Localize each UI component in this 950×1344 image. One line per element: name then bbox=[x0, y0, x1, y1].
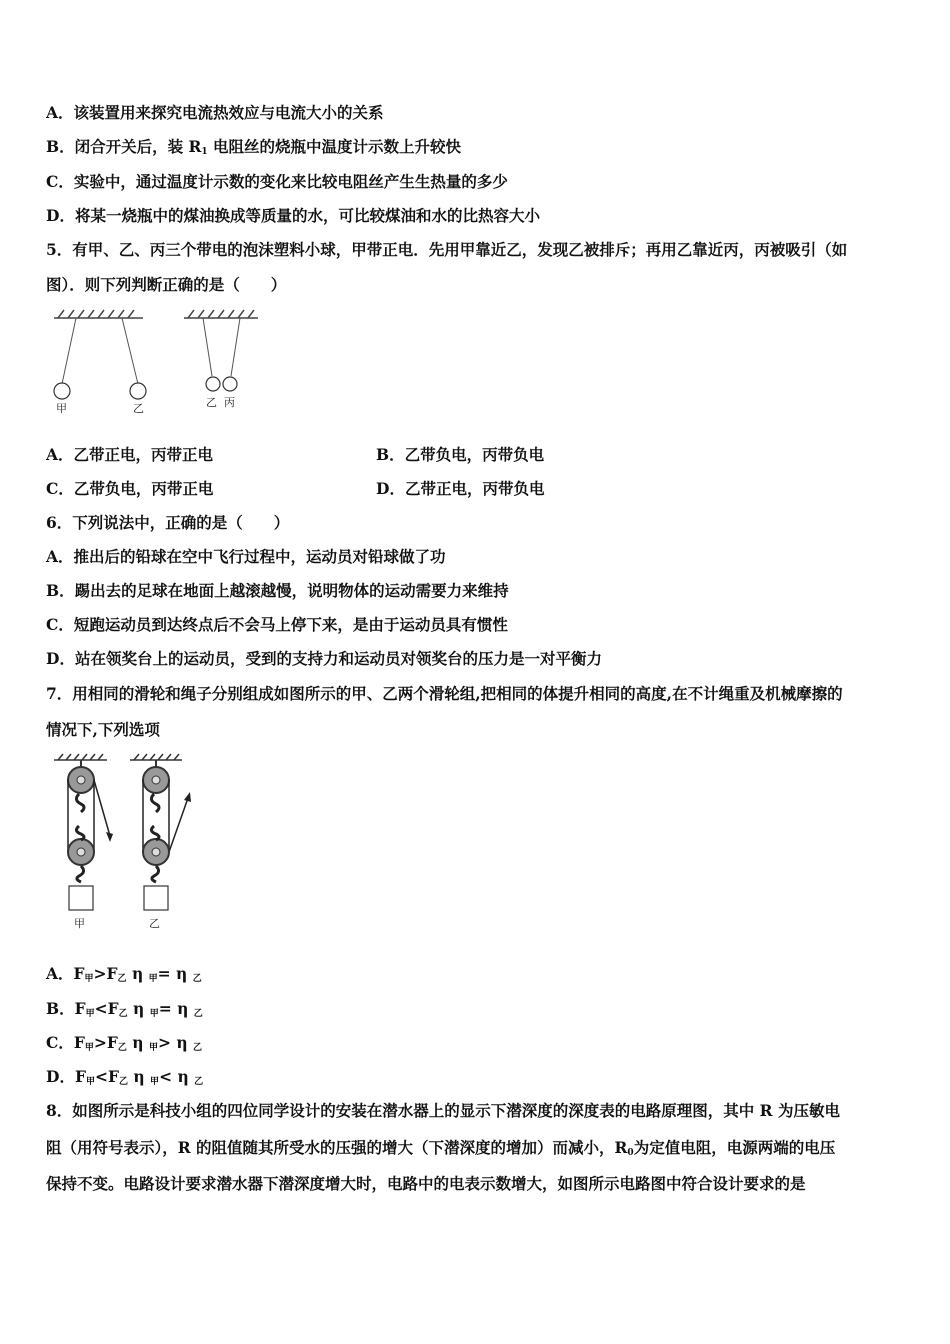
q7-a-sub2: 乙 bbox=[117, 974, 127, 984]
q7-b-mid1: <F bbox=[94, 999, 119, 1018]
q4-option-d: D．将某一烧瓶中的煤油换成等质量的水，可比较煤油和水的比热容大小 bbox=[46, 206, 540, 225]
q7-d-sub2: 乙 bbox=[118, 1077, 128, 1087]
weight-yi bbox=[144, 886, 168, 910]
q6-option-a: A．推出后的铅球在空中飞行过程中，运动员对铅球做了功 bbox=[46, 547, 446, 566]
q7-figure-pulley-systems bbox=[52, 752, 202, 932]
q8-stem-line3: 保持不变。电路设计要求潜水器下潜深度增大时，电路中的电表示数增大，如图所示电路图中符合设计要求的是 bbox=[46, 1174, 806, 1193]
q7-c-sub2: 乙 bbox=[117, 1043, 127, 1053]
label-jia: 甲 bbox=[74, 917, 85, 930]
q4-option-c: C．实验中，通过温度计示数的变化来比较电阻丝产生生热量的多少 bbox=[46, 172, 508, 191]
label-bing: 丙 bbox=[224, 396, 235, 409]
q7-a-sub1: 甲 bbox=[84, 974, 94, 984]
q7-b-mid2: η bbox=[127, 999, 150, 1018]
q5-option-d: D．乙带正电，丙带负电 bbox=[376, 479, 545, 498]
q7-c-sub3: 甲 bbox=[148, 1043, 158, 1053]
label-yi-right: 乙 bbox=[206, 396, 217, 409]
q5-stem-line2: 图）．则下列判断正确的是（ ） bbox=[46, 275, 287, 294]
pulley-system-yi bbox=[130, 754, 191, 930]
q4-option-b-post: 电阻丝的烧瓶中温度计示数上升较快 bbox=[207, 137, 462, 156]
q8-stem-line1: 8．如图所示是科技小组的四位同学设计的安装在潜水器上的显示下潜深度的深度表的电路原理图，其中 R 为压敏电 bbox=[46, 1101, 840, 1120]
q7-d-mid3: < η bbox=[159, 1067, 195, 1086]
q5-option-a: A．乙带正电，丙带正电 bbox=[46, 445, 214, 464]
q8-stem-line2-pre: 阻（用符号表示），R 的阻值随其所受水的压强的增大（下潜深度的增加）而减小，R bbox=[46, 1138, 628, 1157]
q7-a-pre: A．F bbox=[46, 964, 85, 983]
q7-stem-line2: 情况下,下列选项 bbox=[46, 720, 160, 739]
q7-option-a bbox=[46, 962, 202, 984]
pulley-system-jia bbox=[54, 754, 113, 930]
q5-stem-line1: 5．有甲、乙、丙三个带电的泡沫塑料小球，甲带正电．先用甲靠近乙，发现乙被排斥；再用乙靠近丙，丙被吸引（如 bbox=[46, 240, 848, 259]
q7-b-pre: B．F bbox=[46, 999, 86, 1018]
weight-jia bbox=[69, 886, 93, 910]
q6-stem: 6．下列说法中，正确的是（ ） bbox=[46, 513, 290, 532]
ceiling-left bbox=[54, 310, 143, 318]
string-jia bbox=[62, 318, 76, 384]
q7-stem-line1: 7．用相同的滑轮和绳子分别组成如图所示的甲、乙两个滑轮组,把相同的体提升相同的高度,在不计绳重及机械摩擦的 bbox=[46, 684, 843, 703]
ball-yi-left bbox=[130, 383, 146, 399]
q5-figure-charged-balls bbox=[48, 306, 263, 418]
label-yi-left: 乙 bbox=[133, 402, 144, 415]
q7-b-sub2: 乙 bbox=[118, 1009, 128, 1019]
q7-c-sub1: 甲 bbox=[84, 1043, 94, 1053]
q6-option-b: B．踢出去的足球在地面上越滚越慢，说明物体的运动需要力来维持 bbox=[46, 581, 509, 600]
q7-d-mid1: <F bbox=[94, 1067, 119, 1086]
q7-a-sub4: 乙 bbox=[192, 974, 202, 984]
q7-c-mid2: η bbox=[126, 1033, 149, 1052]
q7-d-sub1: 甲 bbox=[85, 1077, 95, 1087]
q7-d-mid2: η bbox=[127, 1067, 151, 1086]
q7-d-pre: D．F bbox=[46, 1067, 86, 1086]
q7-b-mid3: = η bbox=[158, 999, 194, 1018]
q4-option-b bbox=[46, 135, 461, 157]
q7-option-d bbox=[46, 1065, 203, 1087]
q4-option-b-sub: 1 bbox=[201, 147, 208, 157]
q6-option-d: D．站在领奖台上的运动员，受到的支持力和运动员对领奖台的压力是一对平衡力 bbox=[46, 649, 602, 668]
q4-option-b-pre: B．闭合开关后，装 R bbox=[46, 137, 202, 156]
q7-c-mid3: > η bbox=[157, 1033, 194, 1052]
q7-a-sub3: 甲 bbox=[148, 974, 158, 984]
q8-stem-line2-sub: 0 bbox=[627, 1148, 634, 1158]
q4-option-a: A．该装置用来探究电流热效应与电流大小的关系 bbox=[46, 103, 384, 122]
ceiling-right bbox=[184, 310, 258, 318]
ceiling-yi bbox=[130, 754, 182, 760]
q5-option-b: B．乙带负电，丙带负电 bbox=[376, 445, 545, 464]
ball-yi-right bbox=[206, 377, 220, 391]
q7-c-mid1: >F bbox=[93, 1033, 118, 1052]
ball-jia bbox=[54, 383, 70, 399]
string-yi-left bbox=[122, 318, 138, 384]
string-bing bbox=[231, 318, 240, 376]
q7-option-b bbox=[46, 997, 203, 1019]
q6-option-c: C．短跑运动员到达终点后不会马上停下来，是由于运动员具有惯性 bbox=[46, 615, 508, 634]
q7-a-mid3: = η bbox=[157, 964, 193, 983]
ceiling-jia bbox=[54, 754, 107, 760]
q7-a-mid1: >F bbox=[93, 964, 118, 983]
q8-stem-line2-post: 为定值电阻，电源两端的电压 bbox=[633, 1138, 836, 1157]
q8-stem-line2 bbox=[46, 1136, 835, 1158]
q7-option-c bbox=[46, 1031, 202, 1053]
label-jia: 甲 bbox=[56, 402, 67, 415]
ball-bing bbox=[223, 377, 237, 391]
q7-d-sub3: 甲 bbox=[150, 1077, 160, 1087]
string-yi-right bbox=[203, 318, 212, 376]
label-yi: 乙 bbox=[149, 917, 160, 930]
q7-a-mid2: η bbox=[126, 964, 149, 983]
q7-b-sub4: 乙 bbox=[193, 1009, 203, 1019]
q7-c-pre: C．F bbox=[46, 1033, 85, 1052]
q7-c-sub4: 乙 bbox=[193, 1043, 203, 1053]
q7-b-sub3: 甲 bbox=[149, 1009, 159, 1019]
q7-d-sub4: 乙 bbox=[194, 1077, 204, 1087]
q7-b-sub1: 甲 bbox=[85, 1009, 95, 1019]
q5-option-c: C．乙带负电，丙带正电 bbox=[46, 479, 214, 498]
